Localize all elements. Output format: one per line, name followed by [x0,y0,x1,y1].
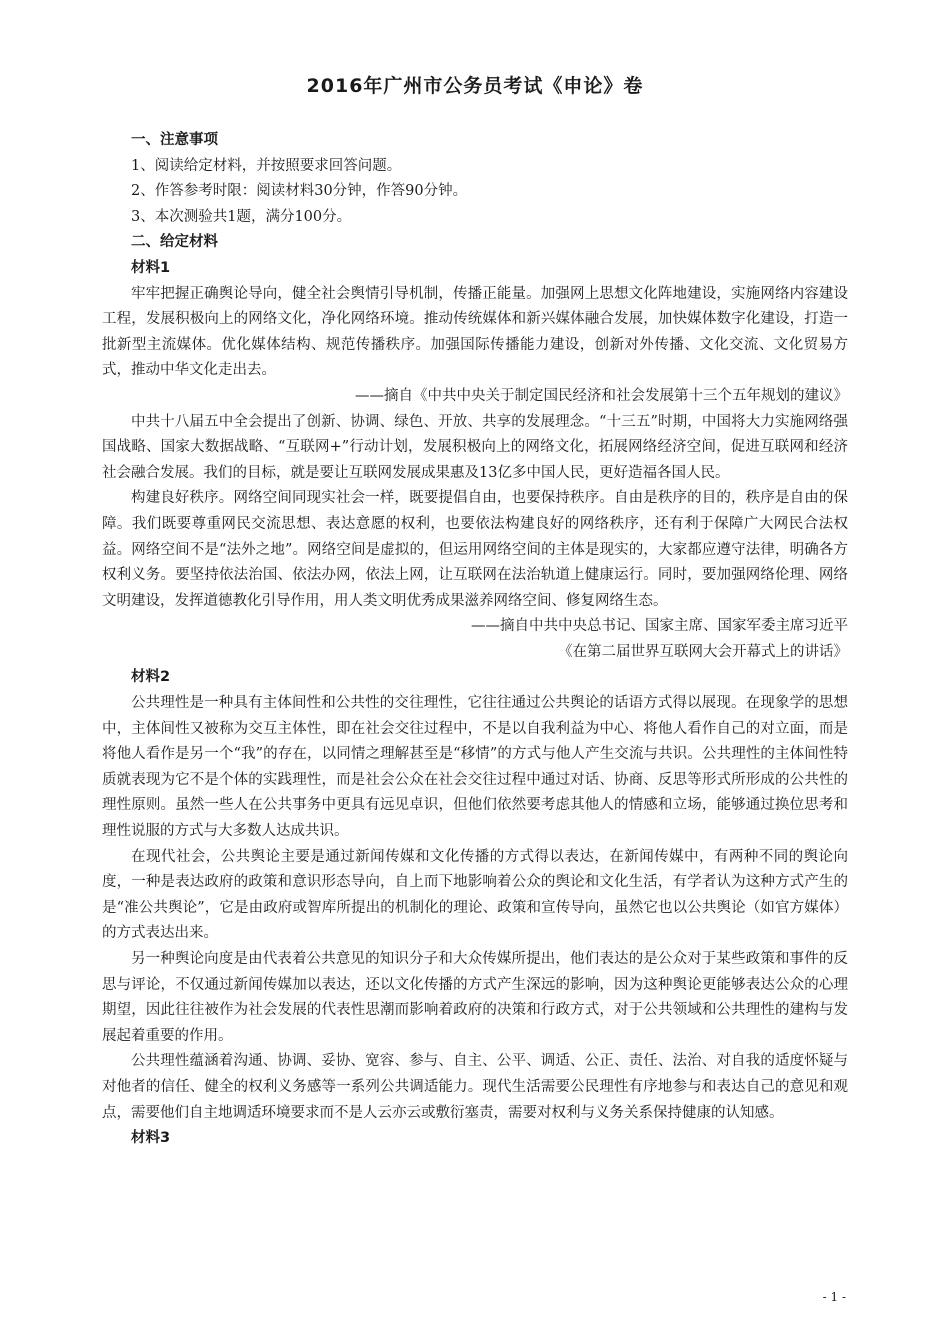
material1-label: 材料1 [131,259,171,276]
notice-item: 2、作答参考时限：阅读材料30分钟，作答90分钟。 [131,183,468,200]
notice-heading: 一、注意事项 [131,132,218,148]
materials-heading: 二、给定材料 [131,234,218,251]
material1-source: 《在第二届世界互联网大会开幕式上的讲话》 [558,643,848,660]
material2-paragraph: 在现代社会，公共舆论主要是通过新闻传媒和文化传播的方式得以表达，在新闻传媒中，有两种不同的舆论向度，一种是表达政府的政策和意识形态导向，自上而下地影响着公众的舆论和文化生活，有学者认为这种方式产生的是“准公共舆论”，它是由政府或智库所提出的机制化的理论、政策和宣传导向，虽然它也以公共舆论（如官方媒体）的方式表达出来。 [102,848,848,942]
material1-paragraph: 中共十八届五中全会提出了创新、协调、绿色、开放、共享的发展理念。“十三五”时期，中国将大力实施网络强国战略、国家大数据战略、“互联网+”行动计划，发展积极向上的网络文化，拓展网络经济空间，促进互联网和经济社会融合发展。我们的目标，就是要让互联网发展成果惠及13亿多中国人民，更好造福各国人民。 [102,413,848,481]
notice-item: 3、本次测验共1题，满分100分。 [131,208,352,225]
material1-source: ——摘自中共中央总书记、国家主席、国家军委主席习近平 [471,618,848,635]
material1-paragraph: 构建良好秩序。网络空间同现实社会一样，既要提倡自由，也要保持秩序。自由是秩序的目的，秩序是自由的保障。我们既要尊重网民交流思想、表达意愿的权利，也要依法构建良好的网络秩序，还有利于保障广大网民合法权益。网络空间不是“法外之地”。网络空间是虚拟的，但运用网络空间的主体是现实的，大家都应遵守法律，明确各方权利义务。要坚持依法治国、依法办网，依法上网，让互联网在法治轨道上健康运行。同时，要加强网络伦理、网络文明建设，发挥道德教化引导作用，用人类文明优秀成果滋养网络空间、修复网络生态。 [102,490,848,609]
material2-paragraph: 另一种舆论向度是由代表着公共意见的知识分子和大众传媒所提出，他们表达的是公众对于某些政策和事件的反思与评论，不仅通过新闻传媒加以表达，还以文化传播的方式产生深远的影响，因为这种舆论更能够表达公众的心理期望，因此往往被作为社会发展的代表性思潮而影响着政府的决策和行政方式，对于公共领域和公共理性的建构与发展起着重要的作用。 [102,951,848,1044]
material3-label: 材料3 [131,1130,171,1147]
material2-label: 材料2 [131,669,171,686]
material1-source: ——摘自《中共中央关于制定国民经济和社会发展第十三个五年规划的建议》 [355,387,848,404]
material2-paragraph: 公共理性是一种具有主体间性和公共性的交往理性，它往往通过公共舆论的话语方式得以展现。在现象学的思想中，主体间性又被称为交互主体性，即在社会交往过程中，不是以自我利益为中心、将他人看作自己的对立面，而是将他人看作是另一个“我”的存在，以同情之理解甚至是“移情”的方式与他人产生交流与共识。公共理性的主体间性特质就表现为它不是个体的实践理性，而是社会公众在社会交往过程中通过对话、协商、反思等形式所形成的公共性的理性原则。虽然一些人在公共事务中更具有远见卓识，但他们依然要考虑其他人的情感和立场，能够通过换位思考和理性说服的方式与大多数人达成共识。 [102,695,848,840]
material1-paragraph: 牢牢把握正确舆论导向，健全社会舆情引导机制，传播正能量。加强网上思想文化阵地建设，实施网络内容建设工程，发展积极向上的网络文化，净化网络环境。推动传统媒体和新兴媒体融合发展，加快媒体数字化建设，打造一批新型主流媒体。优化媒体结构、规范传播秩序。加强国际传播能力建设，创新对外传播、文化交流、文化贸易方式，推动中华文化走出去。 [102,285,848,379]
material2-paragraph: 公共理性蕴涵着沟通、协调、妥协、宽容、参与、自主、公平、调适、公正、责任、法治、对自我的适度怀疑与对他者的信任、健全的权利义务感等一系列公共调适能力。现代生活需要公民理性有序地参与和表达自己的意见和观点，需要他们自主地调适环境要求而不是人云亦云或敷衍塞责，需要对权利与义务关系保持健康的认知感。 [102,1053,848,1121]
page-title: 2016年广州市公务员考试《申论》卷 [306,75,644,97]
document-body [102,128,848,1152]
page-number: - 1 - [822,1290,846,1304]
notice-item: 1、阅读给定材料，并按照要求回答问题。 [131,157,402,174]
